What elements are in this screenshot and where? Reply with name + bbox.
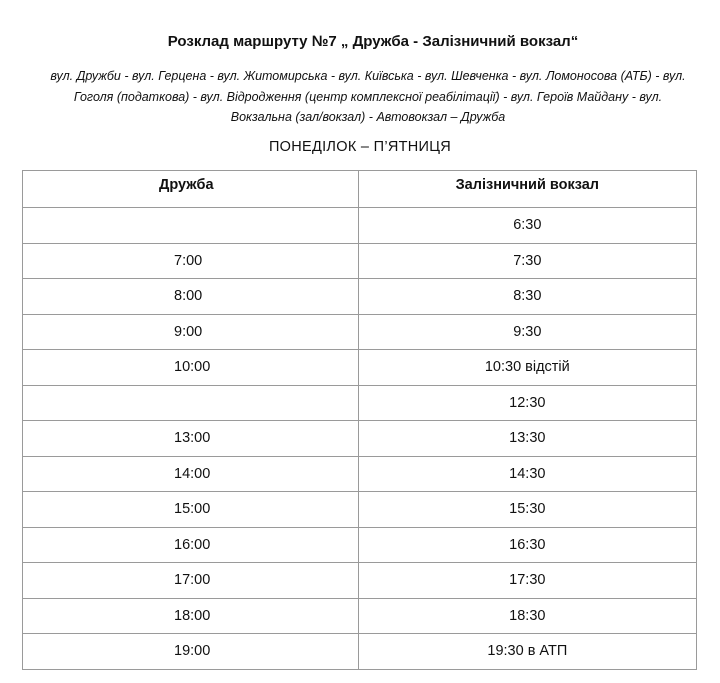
departure-druzhba <box>23 385 359 421</box>
table-row <box>23 563 697 599</box>
departure-station: 8:30 <box>358 279 696 315</box>
departure-station: 10:30 відстій <box>358 350 696 386</box>
document-title: Розклад маршруту №7 „ Дружба - Залізничний вокзал“ <box>167 33 579 50</box>
table-row <box>23 492 697 528</box>
departure-druzhba: 9:00 <box>23 314 359 350</box>
table-row <box>23 456 697 492</box>
departure-station: 13:30 <box>358 421 696 457</box>
route-line: Вокзальна (зал/вокзал) - Автовокзал – Дружба <box>230 110 506 124</box>
departure-druzhba: 18:00 <box>23 598 359 634</box>
table-row <box>23 279 697 315</box>
column-header-druzhba: Дружба <box>23 171 359 208</box>
departure-station: 19:30 в АТП <box>358 634 696 670</box>
departure-station: 15:30 <box>358 492 696 528</box>
route-description <box>28 66 708 128</box>
departure-station: 6:30 <box>358 208 696 244</box>
table-header-row <box>23 171 697 208</box>
departure-druzhba: 15:00 <box>23 492 359 528</box>
route-line: Гоголя (податкова) - вул. Відродження (центр комплексної реабілітації) - вул. Героїв Майдану - вул. <box>73 89 663 104</box>
departure-station: 12:30 <box>358 385 696 421</box>
departure-druzhba: 13:00 <box>23 421 359 457</box>
table-row <box>23 208 697 244</box>
table-row <box>23 634 697 670</box>
departure-druzhba <box>23 208 359 244</box>
days-heading: ПОНЕДІЛОК – П’ЯТНИЦЯ <box>268 139 452 155</box>
departure-station: 18:30 <box>358 598 696 634</box>
departure-druzhba: 14:00 <box>23 456 359 492</box>
departure-station: 16:30 <box>358 527 696 563</box>
departure-druzhba: 19:00 <box>23 634 359 670</box>
table-row <box>23 314 697 350</box>
departure-station: 9:30 <box>358 314 696 350</box>
table-row <box>23 385 697 421</box>
route-line: вул. Дружби - вул. Герцена - вул. Житомирська - вул. Київська - вул. Шевченка - вул. Ломоносова (АТБ) - вул. <box>50 69 686 83</box>
departure-druzhba: 8:00 <box>23 279 359 315</box>
departure-station: 17:30 <box>358 563 696 599</box>
table-row <box>23 598 697 634</box>
departure-station: 14:30 <box>358 456 696 492</box>
departure-druzhba: 10:00 <box>23 350 359 386</box>
schedule-table <box>22 170 697 670</box>
departure-druzhba: 16:00 <box>23 527 359 563</box>
departure-station: 7:30 <box>358 243 696 279</box>
column-header-station: Залізничний вокзал <box>358 171 696 208</box>
table-row <box>23 243 697 279</box>
table-row <box>23 527 697 563</box>
departure-druzhba: 7:00 <box>23 243 359 279</box>
table-row <box>23 350 697 386</box>
table-row <box>23 421 697 457</box>
departure-druzhba: 17:00 <box>23 563 359 599</box>
